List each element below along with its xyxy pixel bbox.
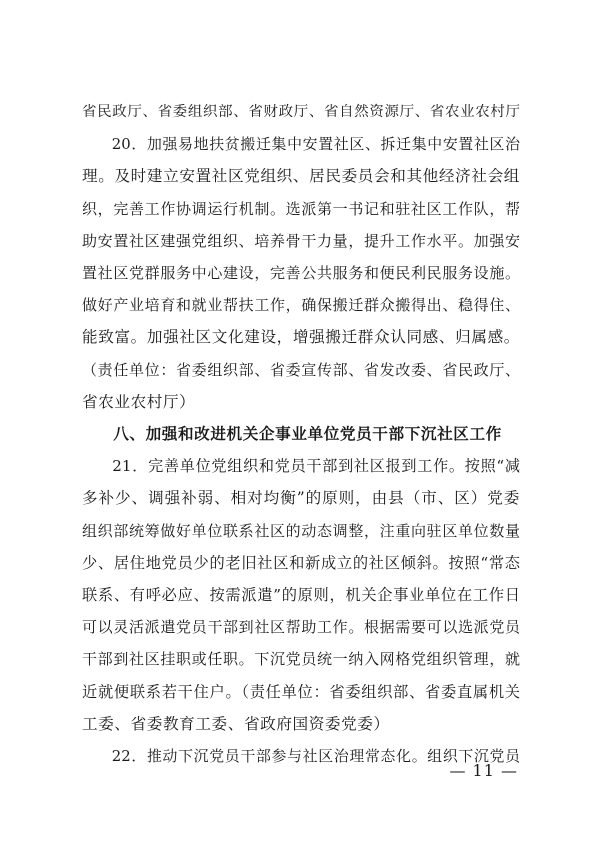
text-line: 做好产业培育和就业帮扶工作，确保搬迁群众搬得出、稳得住、 xyxy=(82,296,520,315)
text-line: 22．推动下沉党员干部参与社区治理常态化。组织下沉党员 xyxy=(111,747,520,766)
section-heading-8 xyxy=(82,418,520,450)
text-line: 可以灵活派遣党员干部到社区帮助工作。根据需要可以选派党员 xyxy=(82,618,520,637)
text-line: 省农业农村厅） xyxy=(82,392,196,411)
text-line: 少、居住地党员少的老旧社区和新成立的社区倾斜。按照“常态 xyxy=(82,553,520,572)
section-heading-text: 八、加强和改进机关企事业单位党员干部下沉社区工作 xyxy=(113,425,502,444)
text-line: 置社区党群服务中心建设，完善公共服务和便民利民服务设施。 xyxy=(82,264,520,283)
text-line: 干部到社区挂职或任职。下沉党员统一纳入网格党组织管理，就 xyxy=(82,650,520,669)
paragraph-item-21 xyxy=(82,450,520,740)
text-line: 20．加强易地扶贫搬迁集中安置社区、拆迁集中安置社区治 xyxy=(111,135,520,154)
text-line: 组织部统筹做好单位联系社区的动态调整，注重向驻区单位数量 xyxy=(82,521,520,540)
text-line: 织，完善工作协调运行机制。选派第一书记和驻社区工作队，帮 xyxy=(82,199,520,218)
paragraph-continuation xyxy=(82,96,520,128)
text-line: （责任单位：省委组织部、省委宣传部、省发改委、省民政厅、 xyxy=(82,360,520,379)
text-line: 省民政厅、省委组织部、省财政厅、省自然资源厅、省农业农村厅 xyxy=(82,104,520,120)
text-line: 工委、省委教育工委、省政府国资委党委） xyxy=(82,714,390,733)
document-body xyxy=(82,96,520,772)
page-number: — 11 — xyxy=(449,761,518,780)
text-line: 联系、有呼必应、按需派遣”的原则，机关企事业单位在工作日 xyxy=(82,586,520,605)
text-line: 多补少、调强补弱、相对均衡”的原则，由县（市、区）党委 xyxy=(82,489,520,508)
text-line: 能致富。加强社区文化建设，增强搬迁群众认同感、归属感。 xyxy=(82,328,520,347)
text-line: 近就便联系若干住户。（责任单位：省委组织部、省委直属机关 xyxy=(82,682,520,701)
text-line: 21．完善单位党组织和党员干部到社区报到工作。按照“减 xyxy=(112,457,520,476)
paragraph-item-20 xyxy=(82,128,520,418)
text-line: 助安置社区建强党组织、培养骨干力量，提升工作水平。加强安 xyxy=(82,231,520,250)
text-line: 理。及时建立安置社区党组织、居民委员会和其他经济社会组 xyxy=(82,167,520,186)
